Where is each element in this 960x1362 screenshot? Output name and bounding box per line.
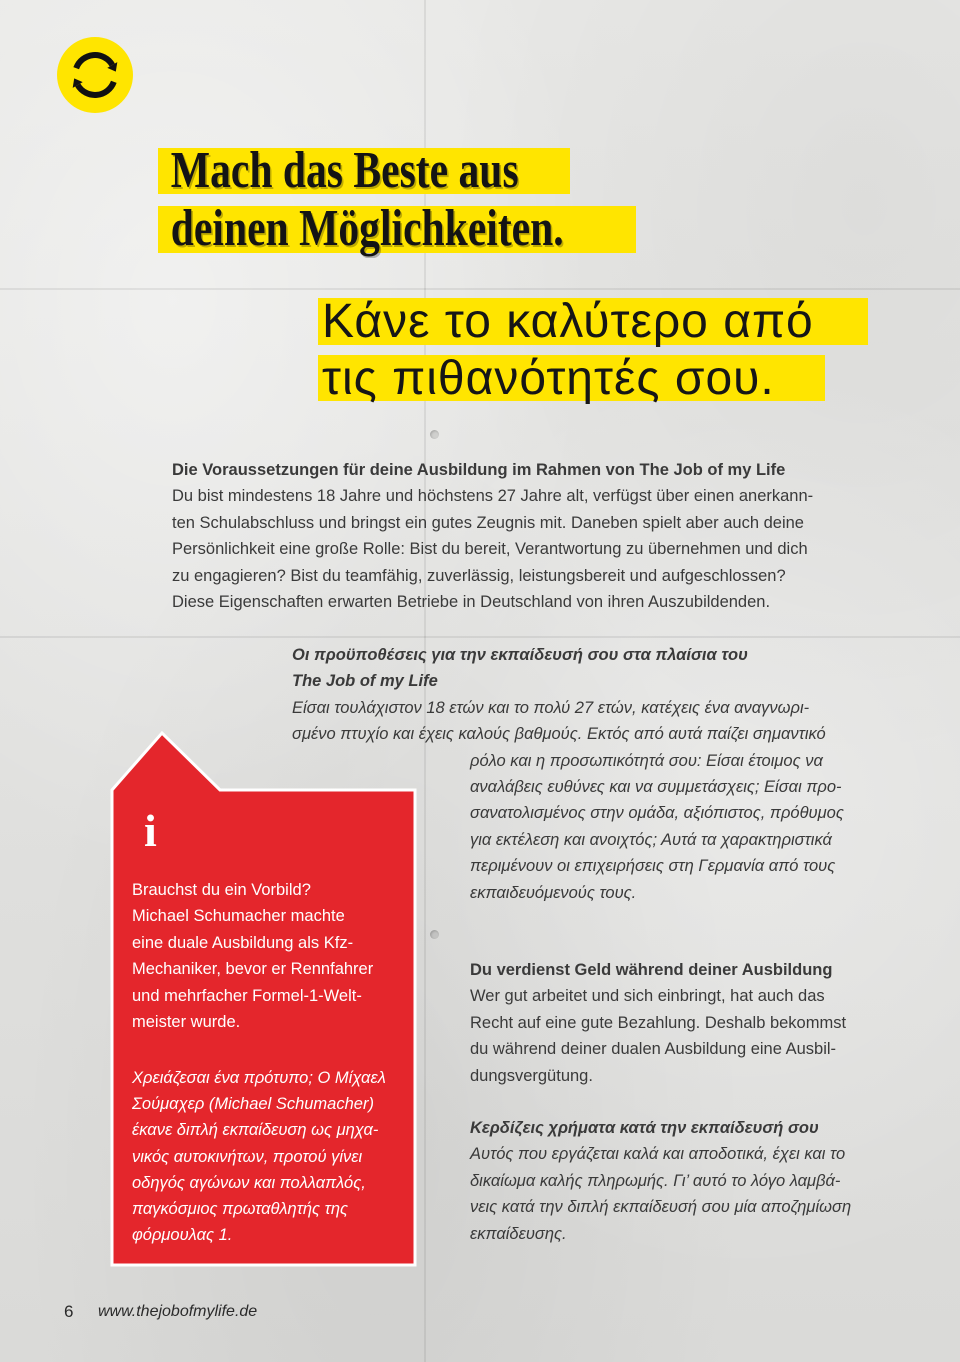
concrete-seam — [0, 288, 960, 290]
pay-de-line: Wer gut arbeitet und sich einbringt, hat auch das — [470, 987, 825, 1006]
headline-el-text: τις πιθανότητές σου. — [322, 352, 775, 405]
intro-el-line: σμένο πτυχίο και έχεις καλούς βαθμούς. Εκτός από αυτά παίζει σημαντικό — [292, 725, 826, 744]
info-de-line: Michael Schumacher machte — [132, 907, 345, 926]
pay-el-heading: Κερδίζεις χρήματα κατά την εκπαίδευσή σου — [470, 1119, 819, 1137]
info-de-line: meister wurde. — [132, 1012, 241, 1031]
pay-el-line: νεις κατά την διπλή εκπαίδευσή σου μία αποζημίωση — [470, 1198, 852, 1217]
intro-el-heading: Οι προϋποθέσεις για την εκπαίδευσή σου στα πλαίσια του — [292, 646, 748, 664]
intro-el-line: περιμένουν οι επιχειρήσεις στη Γερμανία από τους — [470, 857, 836, 876]
pay-de-line: dungsvergütung. — [470, 1066, 593, 1085]
pay-el-line: εκπαίδευσης. — [470, 1224, 567, 1243]
info-el-line: έκανε διπλή εκπαίδευση ως μηχα- — [132, 1121, 379, 1140]
intro-el-line: αναλάβεις ευθύνες και να συμμετάσχεις; Είσαι προ- — [470, 777, 842, 796]
intro-de-heading: Die Voraussetzungen für deine Ausbildung im Rahmen von The Job of my Life — [172, 461, 786, 479]
headline-de-line-2 — [158, 200, 636, 257]
circular-arrows-icon — [55, 35, 135, 115]
intro-de-line: Du bist mindestens 18 Jahre und höchstens 27 Jahre alt, verfügst über einen anerkann- — [172, 487, 814, 506]
intro-el-line: σανατολισμένος στην ομάδα, αξιόπιστος, πρόθυμος — [470, 804, 844, 823]
intro-de-paragraph — [172, 457, 813, 615]
intro-el-line: ρόλο και η προσωπικότητά σου: Είσαι έτοιμος να — [470, 751, 823, 770]
headline-el-line-2 — [318, 352, 825, 405]
info-icon: i — [144, 805, 157, 856]
info-de-line: eine duale Ausbildung als Kfz- — [132, 933, 354, 952]
concrete-tie-hole — [430, 930, 439, 939]
info-el-line: Σούμαχερ (Michael Schumacher) — [132, 1095, 374, 1114]
info-box-el-text — [132, 1065, 386, 1248]
info-el-line: νικός αυτοκινήτων, προτού γίνει — [132, 1147, 363, 1166]
headline-de-text: deinen Möglichkeiten. — [170, 200, 564, 257]
pay-el-line: Αυτός που εργάζεται καλά και αποδοτικά, έχει και το — [470, 1145, 846, 1164]
intro-el-line: Είσαι τουλάχιστον 18 ετών και το πολύ 27 ετών, κατέχεις ένα αναγνωρι- — [292, 698, 810, 717]
info-el-line: παγκόσμιος πρωταθλητής της — [132, 1199, 349, 1218]
concrete-tie-hole — [430, 430, 439, 439]
intro-el-heading: The Job of my Life — [292, 672, 438, 691]
info-el-line: Χρειάζεσαι ένα πρότυπο; Ο Μίχαελ — [132, 1069, 386, 1087]
intro-de-line: Diese Eigenschaften erwarten Betriebe in Deutschland von ihren Auszubildenden. — [172, 592, 771, 611]
info-de-line: Brauchst du ein Vorbild? — [132, 881, 311, 899]
info-de-line: und mehrfacher Formel-1-Welt- — [132, 986, 362, 1005]
intro-de-line: Persönlichkeit eine große Rolle: Bist du bereit, Verantwortung zu übernehmen und dich — [172, 540, 808, 559]
pay-de-heading: Du verdienst Geld während deiner Ausbildung — [470, 961, 833, 979]
headline-de-line-1 — [158, 142, 570, 199]
pay-el-paragraph — [470, 1115, 851, 1247]
concrete-seam — [0, 636, 960, 638]
intro-el-line: για εκτέλεση και ανοιχτός; Αυτά τα χαρακτηριστικά — [470, 830, 832, 849]
info-el-line: οδηγός αγώνων και πολλαπλός, — [132, 1173, 366, 1192]
headline-de-text: Mach das Beste aus — [170, 142, 519, 199]
pay-el-line: δικαίωμα καλής πληρωμής. Γι’ αυτό το λόγο λαμβά- — [470, 1171, 841, 1190]
intro-el-paragraph-continued — [470, 748, 844, 906]
info-box-de-text — [132, 877, 373, 1035]
intro-de-line: ten Schulabschluss und bringst ein gutes Zeugnis mit. Daneben spielt aber auch deine — [172, 513, 804, 532]
pay-de-line: Recht auf eine gute Bezahlung. Deshalb bekommst — [470, 1013, 847, 1032]
intro-de-line: zu engagieren? Bist du teamfähig, zuverlässig, leistungsbereit und aufgeschlossen? — [172, 566, 786, 585]
website-link[interactable]: www.thejobofmylife.de — [98, 1303, 258, 1320]
intro-el-line: εκπαιδευόμενούς τους. — [470, 883, 637, 902]
headline-el-line-1 — [318, 295, 868, 348]
info-de-line: Mechaniker, bevor er Rennfahrer — [132, 960, 374, 979]
headline-el-text: Κάνε το καλύτερο από — [322, 295, 814, 348]
pay-de-paragraph — [470, 957, 846, 1089]
pay-de-line: du während deiner dualen Ausbildung eine Ausbil- — [470, 1040, 837, 1059]
info-el-line: φόρμουλας 1. — [132, 1226, 233, 1245]
page-number: 6 — [64, 1302, 74, 1321]
